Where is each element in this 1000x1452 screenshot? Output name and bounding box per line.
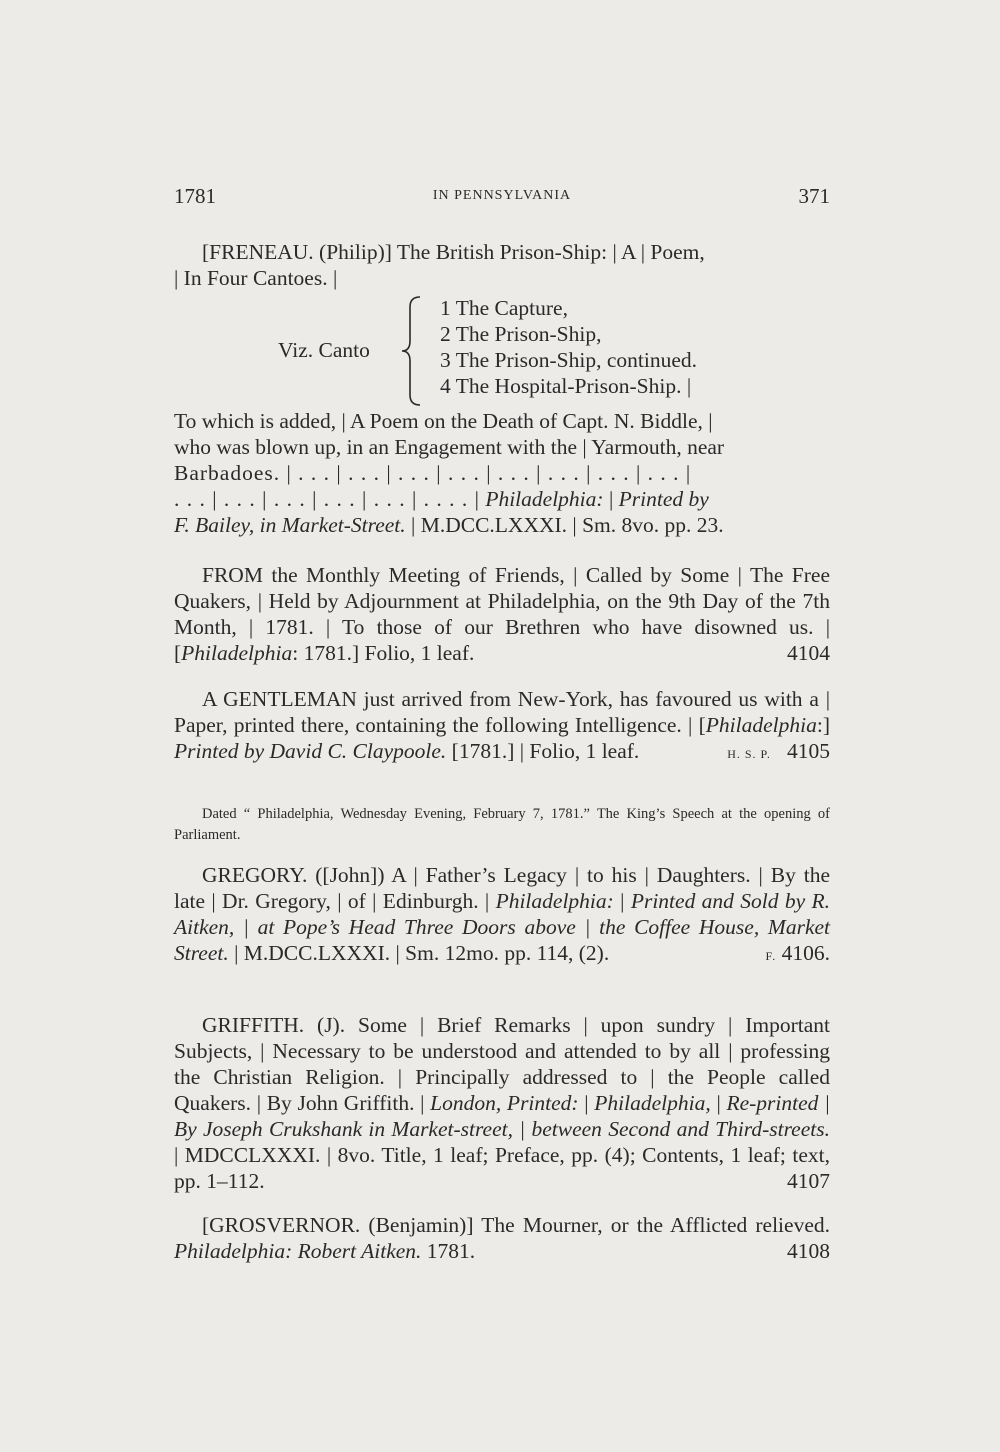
canto-item: 1 The Capture, bbox=[440, 296, 568, 320]
canto-block bbox=[174, 295, 830, 407]
freneau-line-3: To which is added, | A Poem on the Death of Capt. N. Biddle, | bbox=[174, 409, 713, 433]
canto-item: 4 The Hospital-Prison-Ship. | bbox=[440, 374, 692, 398]
entry-4105-note: Dated “ Philadelphia, Wednesday Evening, February 7, 1781.” The King’s Speech at the opening of Parliament. bbox=[174, 806, 830, 843]
freneau-line-5: Barbadoes. | . . . | . . . | . . . | . . . | . . . | . . . | . . . | . . . | bbox=[174, 461, 692, 485]
entry-4104-place: Philadelphia bbox=[181, 641, 293, 665]
entry-4106 bbox=[174, 862, 830, 969]
entry-4104-body: FROM the Monthly Meeting of Friends, | Called by Some | The Free Quakers, | Held by Adjournment at Philadelphia, on the 9th Day of the 7th Month, | 1781. | To those of our Brethren who have disowned us. | [ bbox=[174, 563, 830, 665]
entry-4108-text bbox=[174, 1212, 830, 1264]
entry-4106-body: GREGORY. ([John]) A | Father’s Legacy | to his | Daughters. | By the late | Dr. Gregory, | of | Edinburgh. | bbox=[174, 863, 830, 913]
entry-4105-sep: :] bbox=[816, 713, 830, 737]
entry-4105 bbox=[174, 686, 830, 767]
entry-4105-imprint: [1781.] | Folio, 1 leaf. bbox=[446, 739, 640, 763]
entry-4106-printer: Printed and Sold by R. Aitken, | at Pope’s Head Three Doors above | the Coffee House, Market Street. bbox=[174, 889, 831, 965]
entry-4105-text bbox=[174, 686, 830, 764]
entry-4107-imprint: | MDCCLXXXI. | 8vo. Title, 1 leaf; Preface, pp. (4); Contents, 1 leaf; text, pp. 1–112. bbox=[174, 1143, 830, 1193]
canto-item: 3 The Prison-Ship, continued. bbox=[440, 348, 697, 372]
freneau-line-2: | In Four Cantoes. | bbox=[174, 266, 338, 290]
entry-4104 bbox=[174, 562, 830, 666]
entry-4108 bbox=[174, 1212, 830, 1264]
running-header bbox=[174, 184, 830, 214]
curly-brace-icon bbox=[398, 295, 428, 407]
header-title: IN PENNSYLVANIA bbox=[432, 188, 572, 203]
freneau-imprint: | M.DCC.LXXXI. | Sm. 8vo. pp. 23. bbox=[405, 513, 724, 537]
freneau-line-7 bbox=[174, 512, 830, 538]
entry-number bbox=[699, 738, 830, 767]
entry-4106-place: Philadelphia: bbox=[495, 889, 614, 913]
freneau-separator: | bbox=[603, 487, 619, 511]
entry-4107-sep: | bbox=[578, 1091, 595, 1115]
entry-4107 bbox=[174, 1012, 830, 1194]
entry-4108-imprint: 1781. bbox=[421, 1239, 476, 1263]
freneau-line-1: [FRENEAU. (Philip)] The British Prison-Ship: | A | Poem, bbox=[202, 240, 705, 264]
library-symbol: F. bbox=[765, 949, 777, 963]
entry-4105-body: A GENTLEMAN just arrived from New-York, has favoured us with a | Paper, printed there, containing the following Intelligence. | [ bbox=[174, 687, 830, 737]
library-symbol: H. S. P. bbox=[727, 747, 771, 761]
entry-number bbox=[738, 940, 830, 969]
entry-4105-place: Philadelphia bbox=[705, 713, 817, 737]
freneau-line-4: who was blown up, in an Engagement with the | Yarmouth, near bbox=[174, 435, 725, 459]
entry-4105-number: 4105 bbox=[787, 739, 830, 763]
entry-4104-text bbox=[174, 562, 830, 666]
entry-4107-body: GRIFFITH. (J). Some | Brief Remarks | upon sundry | Important Subjects, | Necessary to be understood and attended to by all | professing the Christian Religion. | Principally addressed to | the People called Quakers. | By John Griffith. | bbox=[174, 1013, 830, 1115]
canto-list bbox=[440, 295, 697, 399]
entry-4107-text bbox=[174, 1012, 830, 1194]
entry-4106-number: 4106. bbox=[781, 941, 830, 965]
canto-item: 2 The Prison-Ship, bbox=[440, 322, 602, 346]
entry-4108-place: Philadelphia: bbox=[174, 1239, 293, 1263]
freneau-line-6 bbox=[174, 486, 830, 512]
entry-4104-imprint: : 1781.] Folio, 1 leaf. bbox=[292, 641, 475, 665]
entry-number: 4104 bbox=[787, 641, 830, 665]
entry-4107-printer: Re-printed | By Joseph Crukshank in Market-street, | between Second and Third-streets. bbox=[174, 1091, 830, 1141]
freneau-printer: F. Bailey, in Market-Street. bbox=[174, 513, 406, 537]
entry-4106-sep: | bbox=[613, 889, 631, 913]
entry-4108-body: [GROSVERNOR. (Benjamin)] The Mourner, or the Afflicted relieved. bbox=[202, 1213, 830, 1237]
entry-4107-place-london: London, Printed: bbox=[430, 1091, 579, 1115]
freneau-dots: . . . | . . . | . . . | . . . | . . . | . . . . | bbox=[174, 487, 480, 511]
entry-4107-place-philadelphia: Philadelphia, bbox=[594, 1091, 711, 1115]
header-year: 1781 bbox=[174, 184, 216, 208]
freneau-printed-by: Printed by bbox=[618, 487, 709, 511]
entry-freneau bbox=[174, 239, 830, 291]
page-number: 371 bbox=[798, 184, 830, 208]
entry-4106-imprint: | M.DCC.LXXXI. | Sm. 12mo. pp. 114, (2). bbox=[228, 941, 610, 965]
entry-number: 4107 bbox=[787, 1169, 830, 1193]
entry-number: 4108 bbox=[787, 1239, 830, 1263]
entry-4105-printer: Printed by David C. Claypoole. bbox=[174, 739, 447, 763]
entry-4107-sep2: | bbox=[710, 1091, 727, 1115]
entry-4108-printer: Robert Aitken. bbox=[297, 1239, 422, 1263]
canto-label: Viz. Canto bbox=[278, 338, 370, 362]
entry-freneau-continued bbox=[174, 408, 830, 538]
freneau-place: Philadelphia: bbox=[485, 487, 604, 511]
entry-4106-text bbox=[174, 862, 830, 966]
